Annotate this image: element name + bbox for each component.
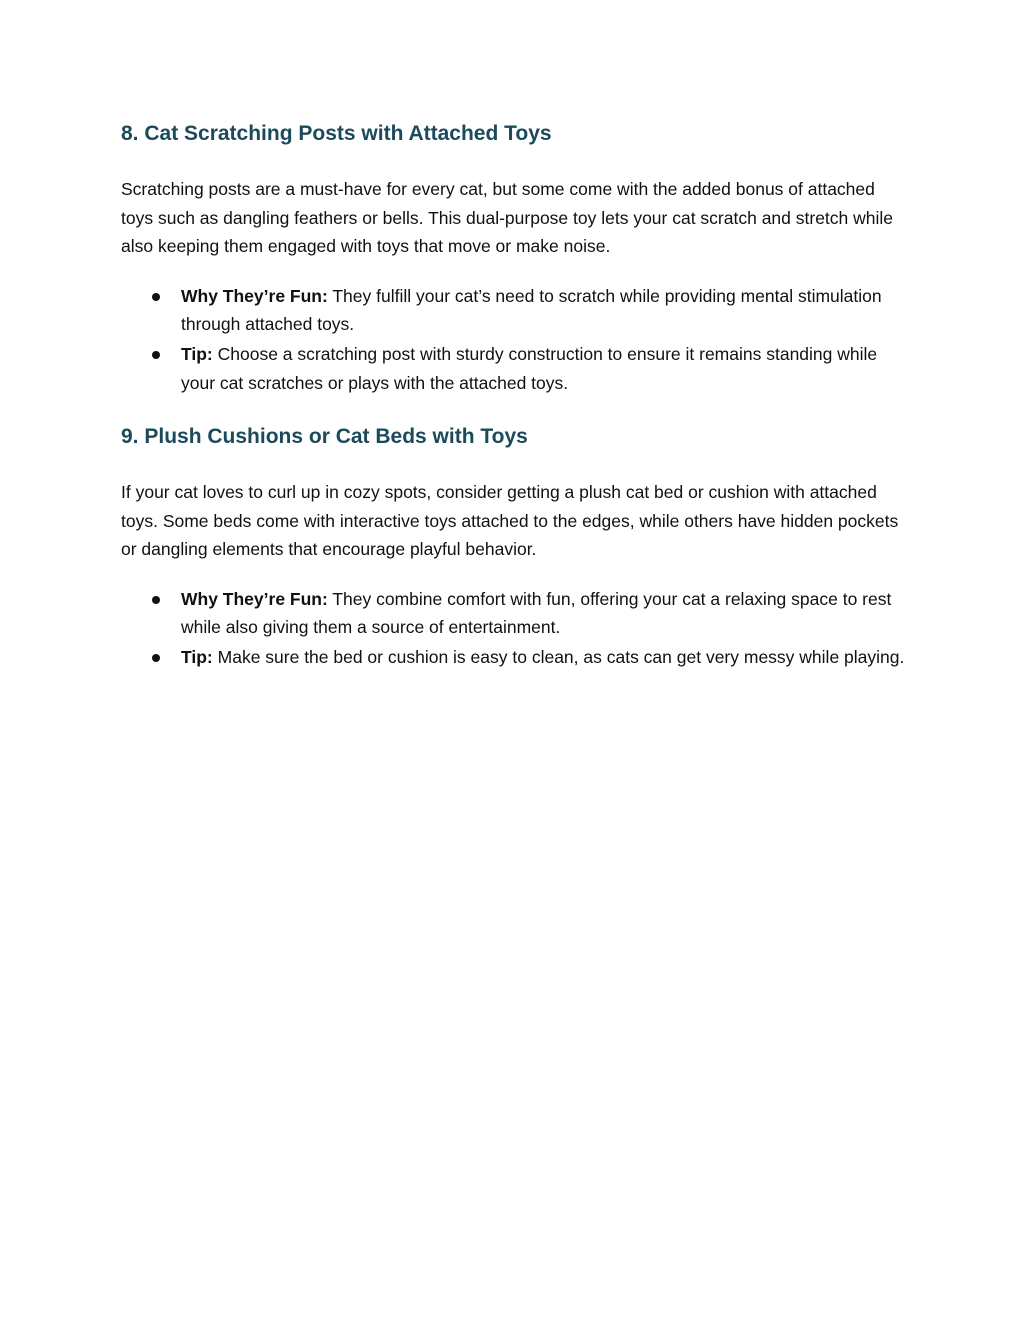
- list-item: [121, 282, 911, 339]
- list-item: [121, 643, 911, 672]
- bullet-icon: [152, 351, 160, 359]
- section-cat-scratching-posts: [121, 120, 911, 398]
- section-heading: 9. Plush Cushions or Cat Beds with Toys: [121, 425, 528, 448]
- section-paragraph: Scratching posts are a must-have for every cat, but some come with the added bonus of attached toys such as dangling feathers or bells. This dual-purpose toy lets your cat scratch and stretch while also keeping them engaged with toys that move or make noise.: [121, 179, 894, 257]
- bullet-list: [121, 282, 911, 397]
- bullet-label: Tip:: [181, 646, 213, 667]
- bullet-label: Why They’re Fun:: [181, 285, 328, 306]
- bullet-text: Make sure the bed or cushion is easy to clean, as cats can get very messy while playing.: [212, 646, 905, 667]
- bullet-icon: [152, 654, 160, 662]
- section-paragraph: If your cat loves to curl up in cozy spots, consider getting a plush cat bed or cushion with attached toys. Some beds come with interactive toys attached to the edges, while others have hidden pockets or dangling elements that encourage playful behavior.: [121, 482, 899, 560]
- bullet-text: They fulfill your cat’s need to scratch while providing mental stimulation through attached toys.: [181, 285, 882, 335]
- bullet-text: They combine comfort with fun, offering your cat a relaxing space to rest while also giving them a source of entertainment.: [181, 588, 892, 638]
- list-item: [121, 585, 911, 642]
- list-item: [121, 340, 911, 397]
- bullet-icon: [152, 596, 160, 604]
- bullet-list: [121, 585, 911, 672]
- section-heading: 8. Cat Scratching Posts with Attached Toys: [121, 122, 552, 145]
- bullet-text: Choose a scratching post with sturdy construction to ensure it remains standing while your cat scratches or plays with the attached toys.: [181, 343, 878, 393]
- bullet-label: Why They’re Fun:: [181, 588, 328, 609]
- bullet-label: Tip:: [181, 343, 213, 364]
- bullet-icon: [152, 293, 160, 301]
- section-plush-cushions: [121, 423, 911, 673]
